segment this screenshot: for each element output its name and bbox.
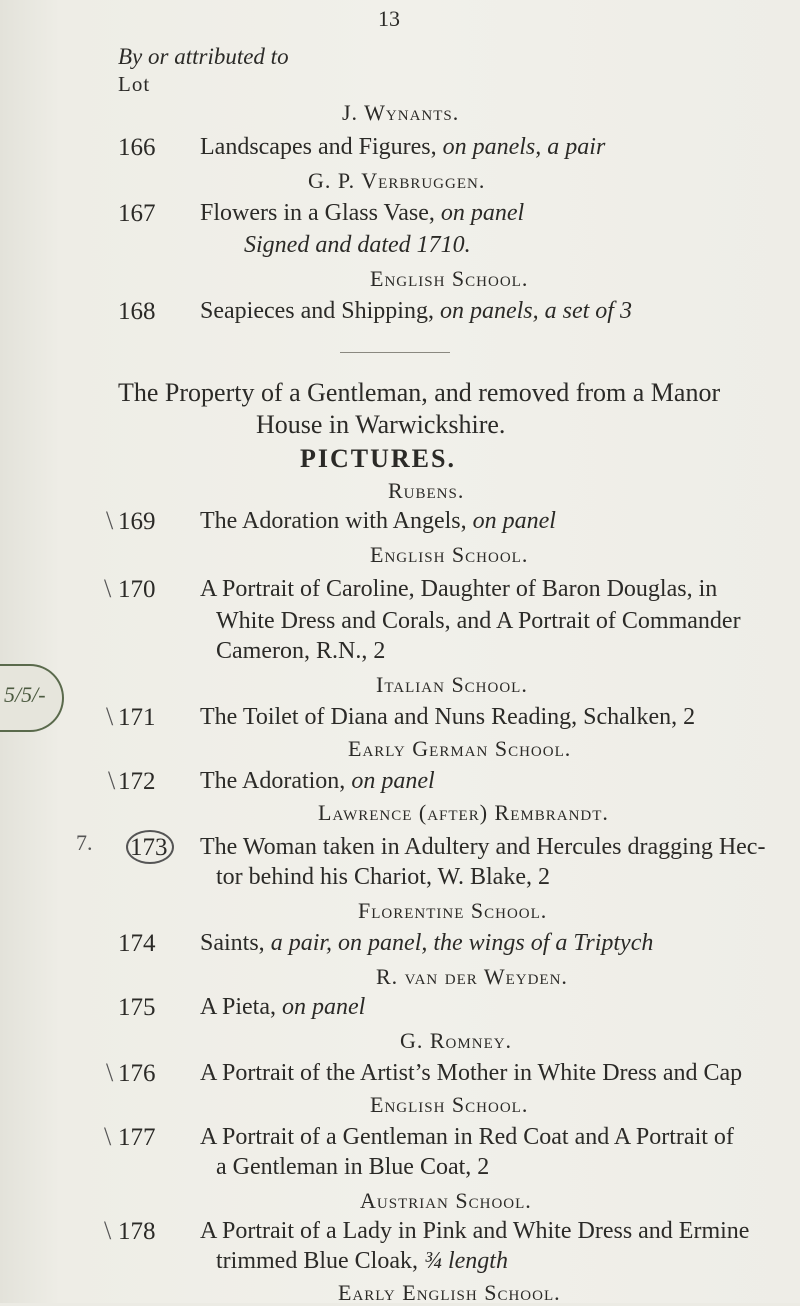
lot-number: 171 (118, 704, 156, 731)
artist-lawrence-rembrandt: Lawrence (after) Rembrandt. (318, 800, 609, 825)
lot-description: A Pieta, on panel (200, 994, 366, 1020)
lot-description: A Portrait of a Gentleman in Red Coat and A Portrait of (200, 1124, 734, 1150)
lot-description-cont: White Dress and Corals, and A Portrait of Commander (216, 608, 741, 634)
artist-early-english-school: Early English School. (338, 1280, 561, 1305)
artist-austrian-school: Austrian School. (360, 1188, 532, 1213)
pencil-tick-mark: \ (106, 702, 114, 731)
artist-van-der-weyden: R. van der Weyden. (376, 964, 568, 989)
lot-description: A Portrait of the Artist’s Mother in White Dress and Cap (200, 1060, 743, 1086)
lot-number: 178 (118, 1218, 156, 1245)
property-heading-line1: The Property of a Gentleman, and removed from a Manor (118, 378, 721, 407)
price-sticker (0, 664, 64, 732)
lot-number: 167 (118, 200, 156, 227)
pencil-tick-mark: \ (108, 766, 116, 795)
lot-description: Saints, a pair, on panel, the wings of a Triptych (200, 930, 654, 956)
artist-rubens: Rubens. (388, 478, 465, 503)
lot-number: 175 (118, 994, 156, 1021)
artist-italian-school: Italian School. (376, 672, 528, 697)
lot-description: Flowers in a Glass Vase, on panel (200, 200, 525, 226)
header-by-attributed: By or attributed to (118, 44, 289, 69)
lot-number: 172 (118, 768, 156, 795)
artist-florentine-school: Florentine School. (358, 898, 548, 923)
pencil-mark: 7. (76, 830, 93, 855)
header-lot-label: Lot (118, 72, 151, 96)
lot-description-cont: a Gentleman in Blue Coat, 2 (216, 1154, 490, 1180)
lot-description: The Adoration, on panel (200, 768, 435, 794)
lot-description: A Portrait of Caroline, Daughter of Baron Douglas, in (200, 576, 718, 602)
lot-number: 174 (118, 930, 156, 957)
pencil-tick-mark: \ (104, 1216, 112, 1245)
page-number: 13 (378, 6, 400, 31)
artist-english-school: English School. (370, 266, 529, 291)
lot-description: The Woman taken in Adultery and Hercules dragging Hec- (200, 834, 766, 860)
pencil-tick-mark: \ (106, 1058, 114, 1087)
pencil-tick-mark: \ (104, 1122, 112, 1151)
artist-wynants: J. Wynants. (342, 100, 460, 125)
lot-number: 170 (118, 576, 156, 603)
lot-description-cont: Cameron, R.N., 2 (216, 638, 386, 664)
lot-description: The Toilet of Diana and Nuns Reading, Schalken, 2 (200, 704, 696, 730)
lot-description-cont: tor behind his Chariot, W. Blake, 2 (216, 864, 550, 890)
lot-description-cont: trimmed Blue Cloak, ¾ length (216, 1248, 508, 1274)
lot-description: A Portrait of a Lady in Pink and White Dress and Ermine (200, 1218, 750, 1244)
lot-description: Landscapes and Figures, on panels, a pair (200, 134, 606, 160)
lot-description: The Adoration with Angels, on panel (200, 508, 556, 534)
lot-number: 168 (118, 298, 156, 325)
artist-verbruggen: G. P. Verbruggen. (308, 168, 486, 193)
sticker-price-text: 5/5/- (4, 682, 46, 707)
lot-signature-note: Signed and dated 1710. (244, 232, 471, 258)
pictures-heading: PICTURES. (300, 444, 456, 473)
lot-number: 169 (118, 508, 156, 535)
artist-english-school: English School. (370, 1092, 529, 1117)
artist-english-school: English School. (370, 542, 529, 567)
lot-number: 166 (118, 134, 156, 161)
section-divider (340, 352, 450, 353)
lot-description: Seapieces and Shipping, on panels, a set of 3 (200, 298, 632, 324)
artist-early-german-school: Early German School. (348, 736, 572, 761)
lot-number: 176 (118, 1060, 156, 1087)
property-heading-line2: House in Warwickshire. (256, 410, 506, 439)
lot-number: 177 (118, 1124, 156, 1151)
lot-number: 173 (130, 834, 168, 861)
pencil-tick-mark: \ (106, 506, 114, 535)
pencil-tick-mark: \ (104, 574, 112, 603)
artist-romney: G. Romney. (400, 1028, 513, 1053)
